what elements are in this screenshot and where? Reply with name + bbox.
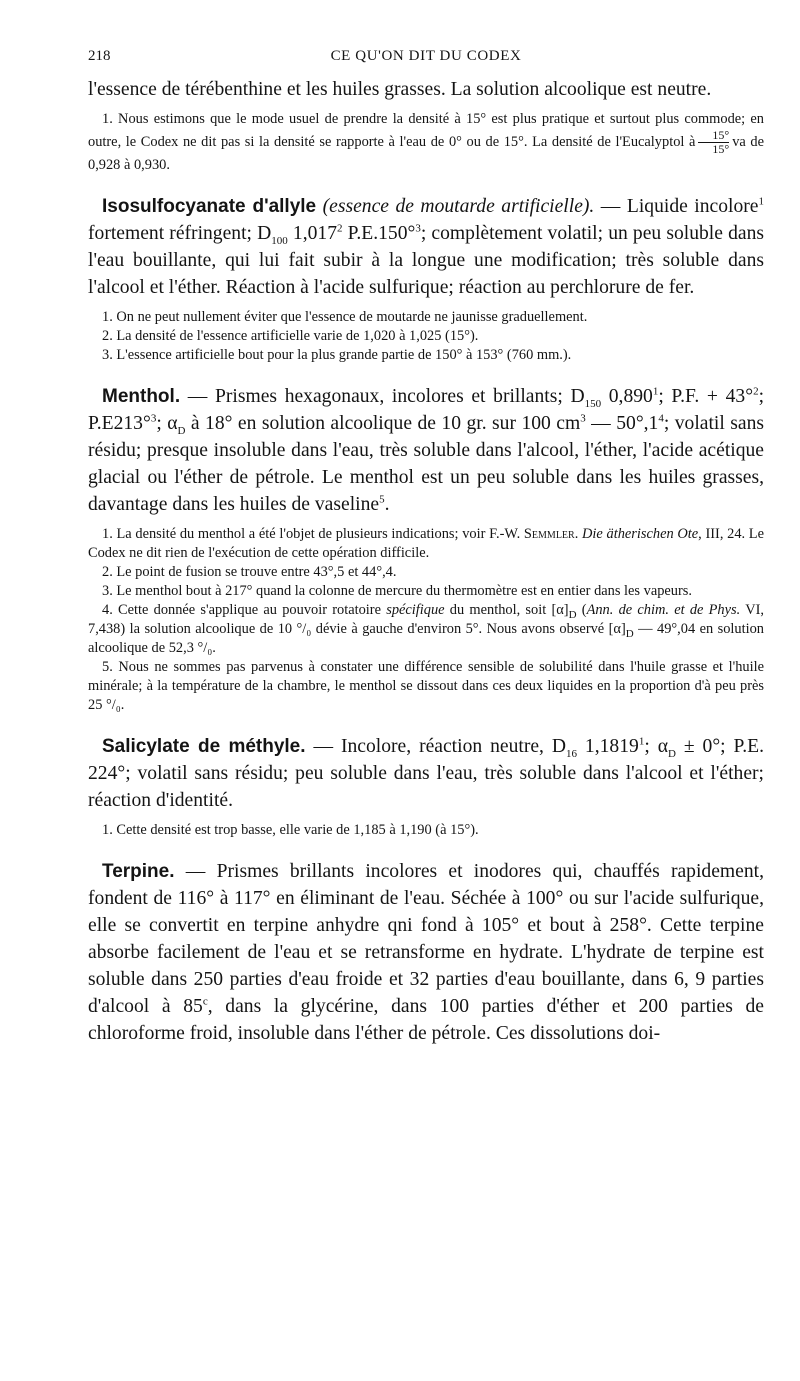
footnote: 3. Le menthol bout à 217° quand la colonne de mercure du thermomètre est en entier dans les vapeurs. — [102, 583, 692, 599]
isosulfocyanate-footnotes — [88, 308, 764, 365]
density-fraction: $\frac{15^\circ}{15^\circ}$ — [698, 129, 729, 156]
running-title: CE QU'ON DIT DU CODEX — [330, 48, 522, 64]
intro-paragraph: l'essence de térébenthine et les huiles grasses. La solution alcoolique est neutre. — [88, 79, 712, 100]
running-header — [88, 48, 764, 76]
entry-heading: Menthol. — [102, 386, 181, 407]
entry-heading: Isosulfocyanate d'allyle — [102, 196, 317, 217]
book-page — [88, 48, 764, 1047]
terpine-paragraph: Terpine. — Prismes brillants incolores et inodores qui, chauffés rapidement, fondent de 116° à 117° en éliminant de l'eau. Séchée à 100° ou sur l'acide sulfurique, elle se convertit en terpine anhydre qni fond à 105° et bout à 258°. Cette terpine absorbe facilement de l'eau et se retransforme en hydrate. L'hydrate de terpine est soluble dans 250 parties d'eau froide et 32 parties d'eau bouillante, dans 6, 9 parties d'alcool à 85$^c$, dans la glycérine, dans 100 parties d'éther et 200 parties de chloroforme froid, insoluble dans l'éther de pétrole. Ces dissolutions doi- — [88, 861, 765, 1044]
menthol-paragraph: Menthol. — Prismes hexagonaux, incolores et brillants; $D_{150}$ 0,890$^1$; P.F. + 43°$^2$; P.E213°$^3$; $\alpha_D$ à 18° en solution alcoolique de 10 gr. sur 100 $cm^3$ — $50^\circ,1^4$; volatil sans résidu; presque insoluble dans l'eau, très soluble dans l'alcool, l'éther, l'acide acétique glacial ou l'éther de pétrole. Le menthol est un peu soluble dans les huiles grasses, davantage dans les huiles de vaseline$^5$. — [88, 385, 765, 515]
menthol-footnotes — [88, 525, 764, 715]
page-number: 218 — [88, 48, 111, 64]
isosulfocyanate-paragraph: Isosulfocyanate d'allyle (essence de moutarde artificielle). — Liquide incolore$^1$ fortement réfringent; $D_{100}$ 1,017$^2$ P.E.150°$^3$; complètement volatil; un peu soluble dans l'eau bouillante, qui lui fait subir à la longue une modification; très soluble dans l'alcool et l'éther. Réaction à l'acide sulfurique; réaction au perchlorure de fer. — [88, 195, 764, 298]
entry-isosulfocyanate — [88, 193, 764, 365]
footnote: 1. Cette densité est trop basse, elle varie de 1,185 à 1,190 (à 15°). — [102, 822, 479, 838]
entry-subtitle: (essence de moutarde artificielle). — [322, 196, 595, 217]
footnote-eucalyptol: 1. Nous estimons que le mode usuel de prendre la densité à 15° est plus pratique et surtout plus commode; en outre, le Codex ne dit pas si la densité se rapporte à l'eau de 0° ou de 15°. La densité de l'Eucalyptol à $\frac{15^\circ}{15^\circ}$ va de 0,928 à 0,930. — [88, 111, 765, 173]
salicylate-paragraph: Salicylate de méthyle. — Incolore, réaction neutre, $D_{16}$ 1,1819$^1$; $\alpha_D \pm 0^\circ$; P.E. 224°; volatil sans résidu; peu soluble dans l'eau, très soluble dans l'alcool et l'éther; réaction d'identité. — [88, 735, 765, 811]
entry-salicylate — [88, 733, 764, 840]
entry-heading: Terpine. — [102, 861, 175, 882]
footnote: 1. On ne peut nullement éviter que l'essence de moutarde ne jaunisse graduellement. — [102, 309, 588, 325]
entry-terpine — [88, 858, 764, 1047]
salicylate-footnotes — [88, 821, 764, 840]
footnote: 2. La densité de l'essence artificielle varie de 1,020 à 1,025 (15°). — [102, 328, 479, 344]
entry-menthol — [88, 383, 764, 715]
footnote: 1. La densité du menthol a été l'objet de plusieurs indications; voir F.-W. Semmler. Die ätherischen Ote, III, 24. Le Codex ne dit rien de l'exécution de cette opération difficile. — [88, 526, 764, 561]
footnote: 2. Le point de fusion se trouve entre 43°,5 et 44°,4. — [102, 564, 397, 580]
footnote: 5. Nous ne sommes pas parvenus à constater une différence sensible de solubilité dans l'huile grasse et l'huile minérale; à la température de la chambre, le menthol se dissout dans ces deux liquides en la proportion d'à peu près 25 °/₀. — [88, 659, 764, 713]
intro-footnotes — [88, 110, 764, 175]
footnote: 4. Cette donnée s'applique au pouvoir rotatoire spécifique du menthol, soit $[\alpha]_D$ (Ann. de chim. et de Phys. VI, 7,438) la solution alcoolique de 10 °/₀ dévie à gauche d'environ 5°. Nous avons observé $[\alpha]_D$ — 49°,04 en solution alcoolique de 52,3 °/₀. — [88, 602, 764, 656]
entry-heading: Salicylate de méthyle. — [102, 736, 306, 757]
footnote: 3. L'essence artificielle bout pour la plus grande partie de 150° à 153° (760 mm.). — [102, 347, 572, 363]
